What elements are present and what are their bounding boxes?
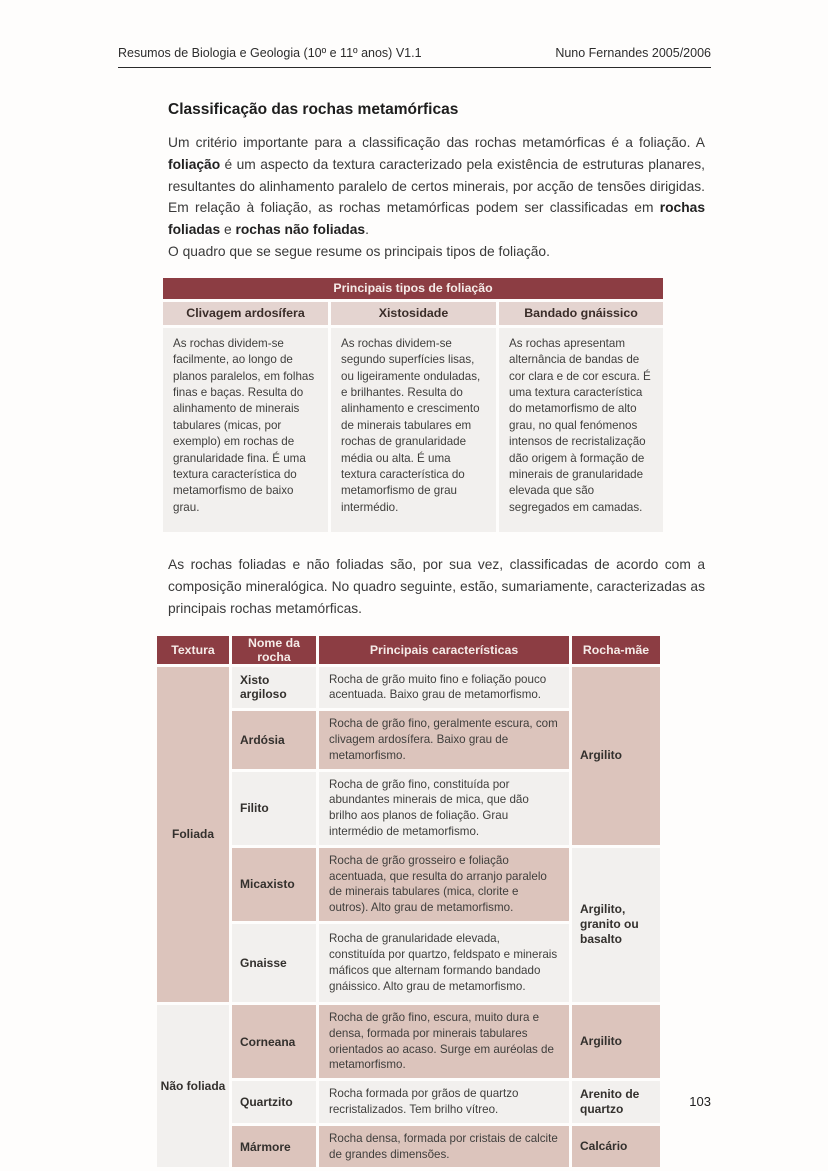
rock-desc-cell: Rocha densa, formada por cristais de calcite de grandes dimensões. [319,1126,569,1168]
rock-desc-cell: Rocha de granularidade elevada, constituída por quartzo, feldspato e minerais máficos que alternam formando bandado gnáissico. Alto grau de metamorfismo. [319,924,569,1002]
parent-rock-cell: Argilito, granito ou basalto [572,848,660,1002]
rock-name-cell: Xisto argiloso [232,667,316,709]
intro-text: é um aspecto da textura caracterizado pela existência de estruturas planares, resultantes do alinhamento paralelo de certos minerais, por acção de tensões dirigidas. Em relação à foliação, as rochas metamórficas podem ser classificadas em [168,156,705,216]
page-title: Classificação das rochas metamórficas [168,101,459,118]
column-header-clivagem: Clivagem ardosífera [163,302,328,325]
col-header-nome: Nome da rocha [232,636,316,664]
page-number: 103 [689,1094,711,1109]
between-tables-paragraph: As rochas foliadas e não foliadas são, por sua vez, classificadas de acordo com a composição mineralógica. No quadro seguinte, estão, sumariamente, caracterizadas as principais rochas metamórficas. [168,557,705,616]
table-row [157,1126,660,1168]
intro-bold-rochas-nao-foliadas: rochas não foliadas [235,222,366,238]
rock-name-cell: Quartzito [232,1081,316,1123]
table-row [157,667,660,709]
col-header-textura: Textura [157,636,229,664]
article-body-continued [168,554,705,619]
rock-name-cell: Filito [232,772,316,845]
rocks-table-header-row [157,636,660,664]
header-rule [118,46,711,68]
intro-bold-rochas-foliadas: rochas foliadas [168,200,705,238]
table-row [157,1005,660,1078]
col-header-rocha-mae: Rocha-mãe [572,636,660,664]
parent-rock-cell: Argilito [572,667,660,845]
page-header [118,0,711,68]
parent-rock-cell: Calcário [572,1126,660,1168]
rock-desc-cell: Rocha de grão fino, constituída por abundantes minerais de mica, que dão brilho aos planos de foliação. Grau intermédio de metamorfismo. [319,772,569,845]
rock-name-cell: Corneana [232,1005,316,1078]
foliation-types-table [160,275,666,535]
rock-desc-cell: Rocha de grão fino, escura, muito dura e densa, formada por minerais tabulares orientados ao acaso. Surge em auréolas de metamorfismo. [319,1005,569,1078]
parent-rock-cell: Arenito de quartzo [572,1081,660,1123]
rock-name-cell: Micaxisto [232,848,316,921]
foliation-table-title: Principais tipos de foliação [163,278,663,299]
intro-text: e [220,222,236,238]
header-right-text: Nuno Fernandes 2005/2006 [555,46,711,60]
col-header-caracteristicas: Principais características [319,636,569,664]
intro-text: . [365,222,369,238]
table-row [157,1081,660,1123]
rock-name-cell: Ardósia [232,711,316,768]
metamorphic-rocks-table [154,633,663,1171]
intro-text: Um critério importante para a classificação das rochas metamórficas é a foliação. A [168,135,705,150]
column-header-bandado: Bandado gnáissico [499,302,663,325]
column-text-clivagem: As rochas dividem-se facilmente, ao longo de planos paralelos, em folhas finas e baças. Resulta do alinhamento de minerais tabulares (micas, por exemplo) em rochas de granularidade fina. É uma textura característica do metamorfismo de baixo grau. [163,328,328,532]
header-left-text: Resumos de Biologia e Geologia (10º e 11º anos) V1.1 [118,46,422,60]
texture-group-foliada: Foliada [157,667,229,1002]
rock-name-cell: Mármore [232,1126,316,1168]
rock-desc-cell: Rocha de grão grosseiro e foliação acentuada, que resulta do arranjo paralelo de minerais tabulares (mica, clorite e outros). Alto grau de metamorfismo. [319,848,569,921]
rock-desc-cell: Rocha formada por grãos de quartzo recristalizados. Tem brilho vítreo. [319,1081,569,1123]
intro-paragraph-line2: O quadro que se segue resume os principais tipos de foliação. [168,243,550,259]
rock-desc-cell: Rocha de grão muito fino e foliação pouco acentuada. Baixo grau de metamorfismo. [319,667,569,709]
article-body [168,101,705,263]
intro-bold-foliacao: foliação [168,156,221,172]
column-text-xistosidade: As rochas dividem-se segundo superfícies lisas, ou ligeiramente onduladas, e brilhantes. Resulta do alinhamento e crescimento de minerais tabulares em rochas de granularidade média ou alta. É uma textura característica do metamorfismo de grau intermédio. [331,328,496,532]
rock-desc-cell: Rocha de grão fino, geralmente escura, com clivagem ardosífera. Baixo grau de metamorfismo. [319,711,569,768]
texture-group-nao-foliada: Não foliada [157,1005,229,1167]
intro-paragraph [168,132,705,241]
column-header-xistosidade: Xistosidade [331,302,496,325]
parent-rock-cell: Argilito [572,1005,660,1078]
foliation-table-header-row [163,302,663,325]
foliation-table-body-row [163,328,663,532]
table-row [157,848,660,921]
rock-name-cell: Gnaisse [232,924,316,1002]
column-text-bandado: As rochas apresentam alternância de bandas de cor clara e de cor escura. É uma textura característica do metamorfismo de alto grau, no qual fenómenos intensos de recristalização dão origem à formação de minerais de granularidade elevada que são segregados em camadas. [499,328,663,532]
